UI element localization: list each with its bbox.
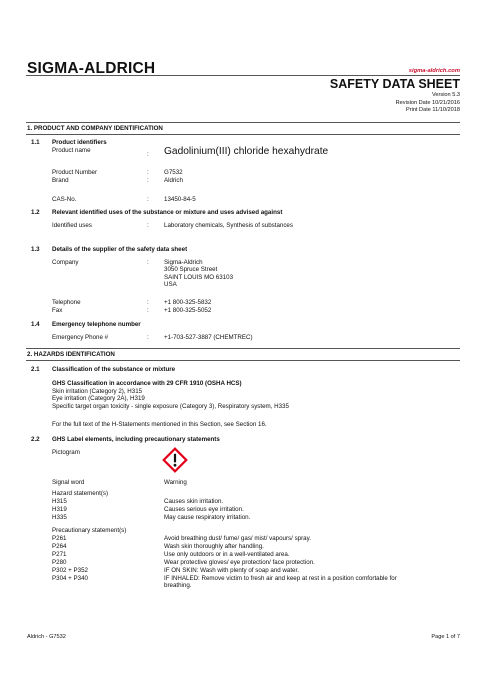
colon: :: [147, 177, 149, 184]
subsection-title: GHS Label elements, including precautionary statements: [52, 436, 220, 443]
section-divider: [26, 360, 460, 361]
colon: :: [147, 169, 149, 176]
section-1-heading: 1. PRODUCT AND COMPANY IDENTIFICATION: [27, 125, 163, 132]
brand-logo: SIGMA-ALDRICH: [27, 60, 156, 77]
footer-product-code: Aldrich - G7532: [27, 634, 66, 640]
hazard-code: H319: [52, 506, 67, 513]
product-number-value: G7532: [164, 169, 183, 176]
subsection-title: Product identifiers: [52, 139, 107, 146]
hazard-statements-heading: Hazard statement(s): [52, 490, 109, 497]
identified-uses-value: Laboratory chemicals, Synthesis of substances: [164, 222, 293, 229]
precaution-code: P264: [52, 543, 67, 550]
product-name-value: Gadolinium(III) chloride hexahydrate: [164, 146, 329, 157]
subsection-number: 2.1: [31, 366, 40, 373]
header-divider: [26, 75, 460, 76]
emergency-phone-label: Emergency Phone #: [52, 334, 109, 341]
exclamation-mark-hazard-icon: [162, 447, 188, 473]
section-divider: [26, 122, 460, 123]
address-line: 3050 Spruce Street: [164, 266, 218, 274]
section-2-heading: 2. HAZARDS IDENTIFICATION: [27, 351, 115, 358]
fax-value: +1 800-325-5052: [164, 307, 212, 314]
document-title: SAFETY DATA SHEET: [329, 77, 460, 91]
signal-word-label: Signal word: [52, 479, 85, 486]
page-number: Page 1 of 7: [431, 634, 460, 640]
subsection-number: 1.4: [31, 321, 40, 328]
precaution-text: IF ON SKIN: Wash with plenty of soap and water.: [164, 567, 299, 574]
colon: :: [147, 334, 149, 341]
ghs-classification-title: GHS Classification in accordance with 29 CFR 1910 (OSHA HCS): [52, 380, 242, 387]
precaution-code: P302 + P352: [52, 567, 88, 574]
signal-word-value: Warning: [164, 479, 187, 486]
classification-list: [52, 388, 289, 410]
subsection-title: Relevant identified uses of the substance or mixture and uses advised against: [52, 209, 283, 216]
product-name-label: Product name: [52, 147, 91, 154]
precaution-text: IF INHALED: Remove victim to fresh air and keep at rest in a position comfortable for breathing.: [164, 575, 397, 590]
hazard-code: H315: [52, 498, 67, 505]
pictogram-label: Pictogram: [52, 449, 80, 456]
emergency-phone-value: +1-703-527-3887 (CHEMTREC): [164, 334, 253, 341]
subsection-title: Details of the supplier of the safety data sheet: [52, 246, 188, 253]
precaution-code: P271: [52, 551, 67, 558]
colon: :: [147, 307, 149, 314]
precaution-code: P304 + P340: [52, 575, 88, 582]
precautionary-statements-heading: Precautionary statement(s): [52, 527, 127, 534]
subsection-number: 1.3: [31, 246, 40, 253]
website-link[interactable]: sigma-aldrich.com: [408, 68, 460, 74]
colon: :: [147, 196, 149, 203]
telephone-value: +1 800-325-5832: [164, 299, 212, 306]
product-number-label: Product Number: [52, 169, 98, 176]
revision-date: Revision Date 10/21/2016: [395, 100, 460, 106]
brand-value: Aldrich: [164, 177, 183, 184]
subsection-title: Emergency telephone number: [52, 321, 141, 328]
brand-label: Brand: [52, 177, 69, 184]
section-divider: [26, 348, 460, 349]
colon: :: [147, 222, 149, 229]
company-label: Company: [52, 259, 79, 266]
colon: :: [147, 259, 149, 266]
classification-item: Eye irritation (Category 2A), H319: [52, 395, 145, 403]
hazard-text: Causes skin irritation.: [164, 498, 224, 505]
address-line: SAINT LOUIS MO 63103: [164, 273, 234, 281]
hazard-code: H335: [52, 514, 67, 521]
hazard-text: May cause respiratory irritation.: [164, 514, 251, 521]
fax-label: Fax: [52, 307, 63, 314]
precaution-text: Avoid breathing dust/ fume/ gas/ mist/ vapours/ spray.: [164, 535, 311, 542]
cas-value: 13450-84-5: [164, 196, 196, 203]
precaution-text: Wash skin thoroughly after handling.: [164, 543, 264, 550]
subsection-number: 2.2: [31, 436, 40, 443]
classification-item: Skin irritation (Category 2), H315: [52, 388, 143, 395]
subsection-title: Classification of the substance or mixture: [52, 366, 176, 373]
precaution-text: Wear protective gloves/ eye protection/ face protection.: [164, 559, 315, 566]
precaution-code: P261: [52, 535, 67, 542]
precaution-code: P280: [52, 559, 67, 566]
hazard-text: Causes serious eye irritation.: [164, 506, 244, 513]
telephone-label: Telephone: [52, 299, 81, 306]
colon: :: [147, 151, 149, 158]
section-divider: [26, 134, 460, 135]
print-date: Print Date 11/10/2018: [405, 107, 460, 113]
address-line: Sigma-Aldrich: [164, 259, 203, 266]
cas-label: CAS-No.: [52, 196, 77, 203]
subsection-number: 1.1: [31, 139, 40, 146]
identified-uses-label: Identified uses: [52, 222, 92, 229]
h-statements-note: For the full text of the H-Statements mentioned in this Section, see Section 16.: [52, 421, 267, 428]
subsection-number: 1.2: [31, 209, 40, 216]
version-text: Version 5.3: [432, 92, 460, 98]
company-address: [164, 259, 233, 288]
precaution-text: Use only outdoors or in a well-ventilated area.: [164, 551, 290, 558]
classification-item: Specific target organ toxicity - single exposure (Category 3), Respiratory system, H335: [52, 402, 289, 410]
colon: :: [147, 299, 149, 306]
address-line: USA: [164, 280, 177, 288]
